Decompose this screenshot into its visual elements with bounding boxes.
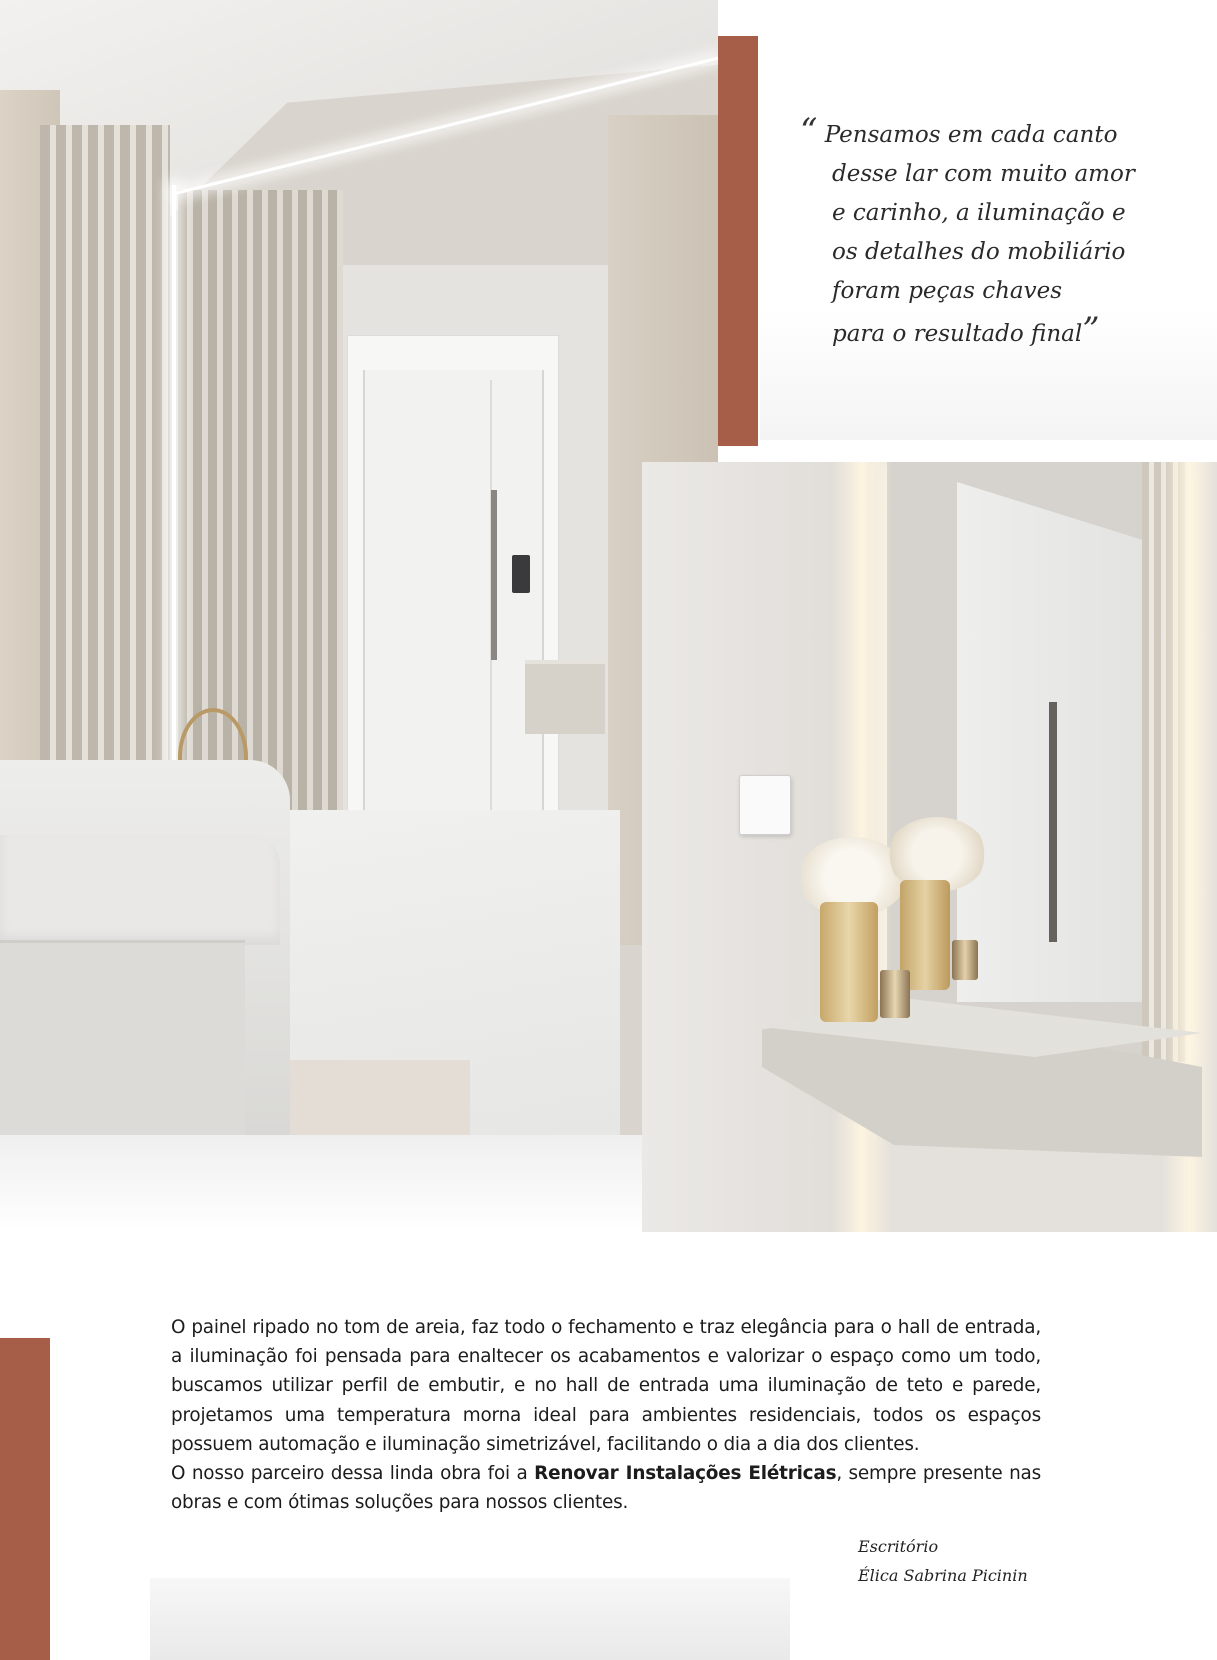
wall-led-strip <box>172 185 176 785</box>
article-paragraph-1: O painel ripado no tom de areia, faz todo o fechamento e traz elegância para o hall de entrada, a iluminação foi pensada para enaltecer os acabamentos e valorizar o espaço como um todo, buscamos utilizar perfil de embutir, e no hall de entrada uma iluminação de teto e parede, projetamos uma temperatura morna ideal para ambientes residenciais, todos os espaços possuem automação e iluminação simetrizável, facilitando o dia a dia dos clientes. <box>171 1317 1041 1455</box>
quote-line <box>800 311 1210 354</box>
hallway-photo <box>0 0 718 1135</box>
sofa-arm <box>0 835 280 945</box>
rug <box>280 1060 470 1135</box>
article-body <box>171 1313 1041 1517</box>
signature <box>858 1532 1028 1590</box>
candle-2 <box>952 940 978 980</box>
light-switch <box>739 775 791 835</box>
paragraph-2-start: O nosso parceiro dessa linda obra foi a <box>171 1463 535 1485</box>
candle <box>880 970 910 1018</box>
smart-lock <box>512 555 530 593</box>
floating-shelf <box>525 660 605 734</box>
open-quote-mark: “ <box>800 111 818 151</box>
door-handle <box>491 490 497 660</box>
slatted-panel <box>40 125 170 865</box>
mirror-door-reflection <box>957 482 1157 1002</box>
sofa-seat <box>0 940 245 1135</box>
fade-panel <box>0 1130 700 1230</box>
article-paragraph-2 <box>171 1459 1041 1517</box>
quote-line-6: para o resultado final <box>832 321 1083 347</box>
close-quote-mark: ” <box>1082 310 1100 350</box>
quote-line-4: os detalhes do mobiliário <box>832 239 1126 265</box>
quote-line-5: foram peças chaves <box>832 278 1063 304</box>
pull-quote <box>800 112 1210 354</box>
signature-line-2: Élica Sabrina Picinin <box>858 1566 1028 1585</box>
accent-bar-bottom <box>0 1338 50 1660</box>
accent-bar-top <box>715 36 758 446</box>
paragraph-2-end: , sempre presente nas obras e com ótimas soluções para nossos clientes. <box>171 1463 1041 1514</box>
quote-line-3: e carinho, a iluminação e <box>832 200 1126 226</box>
bottom-image-strip <box>150 1578 790 1660</box>
quote-line-2: desse lar com muito amor <box>832 161 1135 187</box>
partner-name: Renovar Instalações Elétricas <box>534 1463 837 1485</box>
mirror-console-photo <box>642 462 1217 1232</box>
gold-vase <box>820 902 878 1022</box>
signature-line-1: Escritório <box>858 1537 939 1556</box>
mirror-handle-reflection <box>1049 702 1057 942</box>
entrance-door <box>363 370 544 830</box>
quote-line-1: Pensamos em cada canto <box>824 122 1118 148</box>
quote-line <box>800 112 1210 155</box>
